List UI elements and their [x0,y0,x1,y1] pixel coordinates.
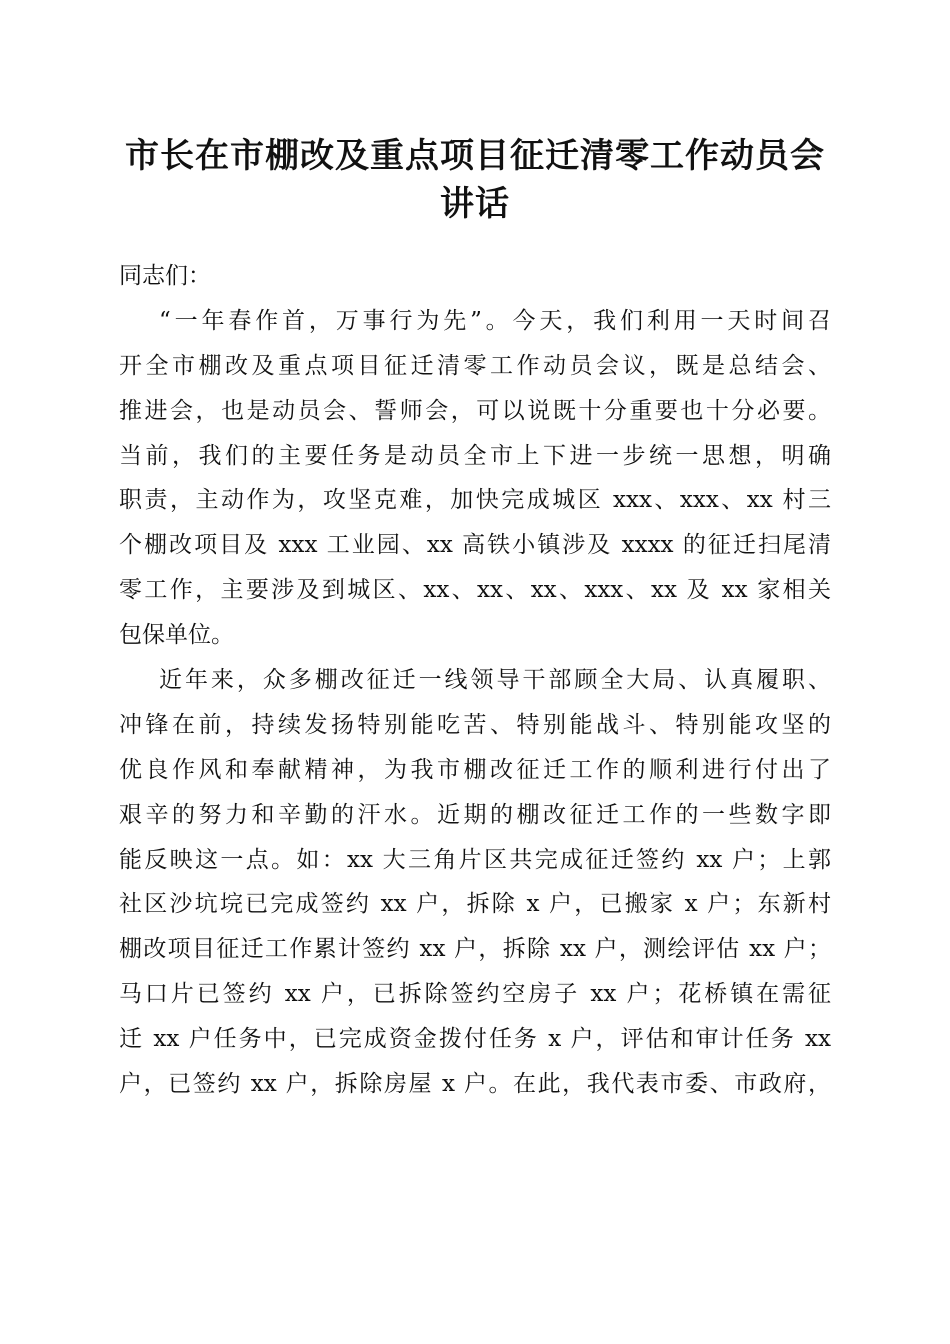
paragraph-line: 当前，我们的主要任务是动员全市上下进一步统一思想，明确 [119,442,831,469]
paragraph-line: 零工作，主要涉及到城区、xx、xx、xx、xxx、xx 及 xx 家相关 [119,577,831,604]
paragraph-1 [119,299,831,658]
paragraph-line: 棚改项目征迁工作累计签约 xx 户，拆除 xx 户，测绘评估 xx 户； [119,936,831,963]
salutation: 同志们： [119,263,211,289]
paragraph-line: 艰辛的努力和辛勤的汗水。近期的棚改征迁工作的一些数字即 [119,801,831,828]
paragraph-line: 优良作风和奉献精神，为我市棚改征迁工作的顺利进行付出了 [119,756,831,783]
paragraph-line: 马口片已签约 xx 户，已拆除签约空房子 xx 户；花桥镇在需征 [119,981,831,1008]
paragraph-line: 开全市棚改及重点项目征迁清零工作动员会议，既是总结会、 [119,352,831,379]
document-title [100,132,850,228]
paragraph-line: 户，已签约 xx 户，拆除房屋 x 户。在此，我代表市委、市政府， [119,1071,831,1098]
paragraph-line: 社区沙坑垸已完成签约 xx 户，拆除 x 户，已搬家 x 户；东新村 [119,891,831,918]
paragraph-line: 冲锋在前，持续发扬特别能吃苦、特别能战斗、特别能攻坚的 [119,711,831,738]
paragraph-line: 推进会，也是动员会、誓师会，可以说既十分重要也十分必要。 [119,397,831,424]
paragraph-line: 个棚改项目及 xxx 工业园、xx 高铁小镇涉及 xxxx 的征迁扫尾清 [119,532,831,559]
document-body [119,254,831,1107]
paragraph-line: 职责，主动作为，攻坚克难，加快完成城区 xxx、xxx、xx 村三 [119,487,831,514]
title-line-1: 市长在市棚改及重点项目征迁清零工作动员会 [125,136,825,176]
paragraph-line: 迁 xx 户任务中，已完成资金拨付任务 x 户，评估和审计任务 xx [119,1026,831,1053]
title-line-2: 讲话 [440,184,510,224]
paragraph-line: 能反映这一点。如：xx 大三角片区共完成征迁签约 xx 户；上郭 [119,846,831,873]
paragraph-line: “一年春作首，万事行为先”。今天，我们利用一天时间召 [159,307,831,334]
paragraph-line: 包保单位。 [119,622,234,649]
paragraph-2 [119,658,831,1107]
paragraph-line: 近年来，众多棚改征迁一线领导干部顾全大局、认真履职、 [159,667,831,694]
